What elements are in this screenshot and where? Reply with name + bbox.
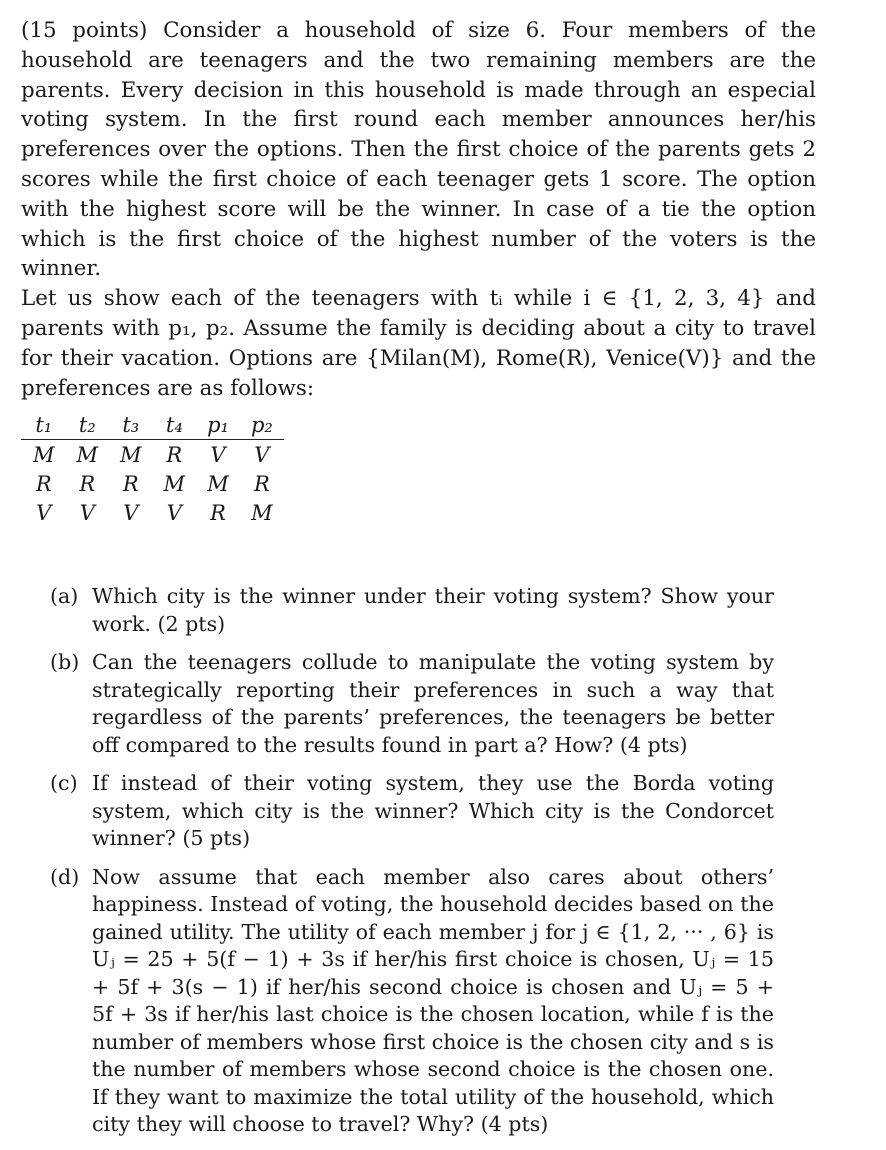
table-cell: V (79, 500, 95, 525)
header-t3: t₃ (109, 411, 153, 440)
table-cell: M (207, 471, 229, 496)
table-cell: M (76, 442, 99, 467)
part-text: Now assume that each member also cares about others’ happiness. Instead of voting, the household decides based on the gained utility. The utility of each member j for j ∈ {1, 2, ··· , 6} is Uⱼ = 25 + 5(f − 1) + 3s if her/his first choice is chosen, Uⱼ = 15 + 5f + 3(s − 1) if her/his second choice is chosen and Uⱼ = 5 + 5f + 3s if her/his last choice is the chosen location, while f is the number of members whose first choice is the chosen city and s is the number of members whose second choice is the chosen one. If they want to maximize the total utility of the household, which city they will choose to travel? Why? (4 pts) (92, 864, 774, 1137)
part-label: (b) (50, 650, 80, 675)
table-cell: V (123, 500, 139, 525)
table-cell: M (163, 471, 186, 496)
part-label: (c) (50, 771, 78, 796)
part-text: Can the teenagers collude to manipulate the voting system by strategically reporting their preferences in such a way that regardless of the parents’ preferences, the teenagers be better off compared to the results found in part a? How? (4 pts) (92, 650, 774, 757)
part-label: (d) (50, 864, 80, 889)
table-header-row (21, 411, 284, 440)
table-cell: V (166, 500, 182, 525)
problem-document (21, 16, 816, 1150)
table-cell: R (79, 471, 96, 496)
table-row (21, 440, 284, 470)
table-cell: R (253, 471, 270, 496)
table-cell: R (210, 500, 226, 525)
intro-paragraph-1: (15 points) Consider a household of size 6. Four members of the household are teenagers and the two remaining members are the parents. Every decision in this household is made through an especial voting system. In the first round each member announces her/his preferences over the options. Then the first choice of the parents gets 2 scores while the first choice of each teenager gets 1 score. The option with the highest score will be the winner. In case of a tie the option which is the first choice of the highest number of the voters is the winner. (21, 18, 816, 282)
table-cell: R (35, 471, 52, 496)
table-cell: M (251, 500, 273, 525)
header-p2: p₂ (240, 411, 284, 440)
intro-paragraph-2: Let us show each of the teenagers with tᵢ while i ∈ {1, 2, 3, 4} and parents with p₁, p₂. Assume the family is deciding about a city to travel for their vacation. Options are {Milan(M), Rome(R), Venice(V)} and the preferences are as follows: (21, 286, 816, 401)
question-part-c (21, 770, 774, 853)
table-cell: M (120, 442, 142, 467)
table-cell: R (122, 471, 139, 496)
table-cell: R (166, 442, 183, 467)
question-part-a (21, 583, 774, 638)
table-row (21, 498, 284, 527)
header-t4: t₄ (153, 411, 197, 440)
preferences-table (21, 411, 284, 527)
header-t1: t₁ (21, 411, 66, 440)
table-cell: V (254, 442, 270, 467)
table-cell: M (33, 442, 55, 467)
table-cell: V (36, 500, 52, 525)
part-text: If instead of their voting system, they use the Borda voting system, which city is the winner? Which city is the Condorcet winner? (5 pts) (92, 771, 774, 851)
part-text: Which city is the winner under their voting system? Show your work. (2 pts) (92, 584, 774, 636)
part-label: (a) (50, 584, 79, 609)
header-t2: t₂ (66, 411, 110, 440)
header-p1: p₁ (196, 411, 240, 440)
question-part-d (21, 864, 774, 1139)
table-row (21, 469, 284, 498)
table-cell: V (210, 442, 226, 467)
question-parts (21, 583, 816, 1139)
question-part-b (21, 649, 774, 759)
